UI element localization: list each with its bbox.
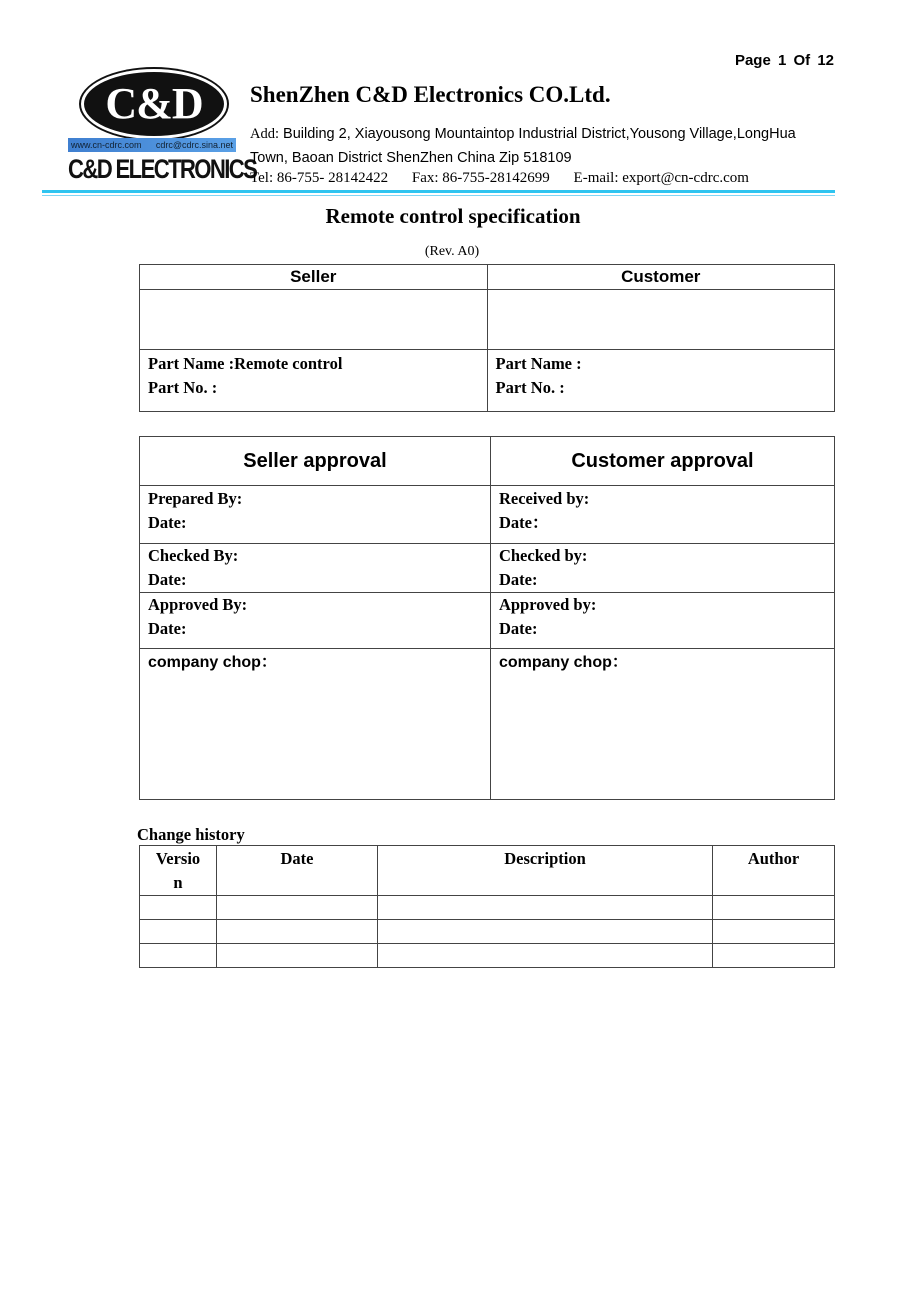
prepared-by-label: Prepared By: — [148, 489, 243, 508]
approved-by-label: Approved by: — [498, 595, 597, 614]
change-history-label: Change history — [137, 825, 245, 844]
company-name: ShenZhen C&D Electronics CO.Ltd. — [250, 82, 611, 107]
version-cell — [140, 920, 217, 944]
date-label: Date: — [148, 619, 187, 638]
date-label: Date: — [498, 619, 538, 638]
approved-by-label: Approved By: — [148, 595, 248, 614]
checked-by-label: Checked By: — [148, 546, 239, 565]
customer-checked-by-cell — [490, 544, 834, 593]
date-cell — [217, 896, 378, 920]
logo-brand-text: C&D ELECTRONICS — [68, 154, 257, 184]
version-header-line-1: Versio — [155, 849, 201, 868]
address-label: Add: — [250, 126, 279, 142]
page-indicator: Page 1 Of 12 — [734, 52, 834, 69]
company-address — [250, 122, 850, 170]
logo-contact-strip — [68, 138, 236, 152]
seller-checked-by-cell — [140, 544, 491, 593]
approval-table — [139, 436, 835, 800]
prepared-by-cell — [140, 486, 491, 544]
fax-number: Fax: 86-755-28142699 — [411, 170, 550, 186]
logo-website: www.cn-cdrc.com — [71, 140, 142, 150]
customer-part-name: Part Name : — [495, 354, 582, 373]
checked-by-label: Checked by: — [498, 546, 588, 565]
seller-approved-by-cell — [140, 593, 491, 649]
tel-number: Tel: 86-755- 28142422 — [250, 170, 389, 186]
description-cell — [378, 920, 713, 944]
date-label: Date: — [148, 570, 187, 589]
seller-header: Seller — [140, 265, 488, 290]
company-logo — [68, 70, 257, 190]
description-cell — [378, 896, 713, 920]
version-column-header — [140, 846, 217, 896]
date-column-header: Date — [217, 846, 378, 896]
logo-emblem-text: C&D — [105, 79, 203, 128]
description-cell — [378, 944, 713, 968]
logo-emblem — [84, 72, 224, 136]
parties-table — [139, 264, 835, 412]
change-history-table — [139, 845, 835, 968]
seller-approval-header: Seller approval — [140, 437, 491, 486]
author-cell — [713, 944, 835, 968]
header-divider-thin — [42, 195, 835, 196]
author-cell — [713, 920, 835, 944]
contact-line — [250, 170, 769, 187]
date-label: Date: — [148, 513, 187, 532]
revision-label: (Rev. A0) — [424, 244, 480, 259]
customer-approval-header: Customer approval — [490, 437, 834, 486]
header-divider — [42, 190, 835, 193]
table-row — [140, 920, 835, 944]
seller-company-chop: company chop： — [140, 649, 491, 800]
address-line-1: Building 2, Xiayousong Mountaintop Industrial District,Yousong Village,LongHua — [279, 126, 796, 142]
logo-email: cdrc@cdrc.sina.net — [155, 140, 233, 150]
customer-company-chop: company chop： — [490, 649, 834, 800]
document-title: Remote control specification — [325, 204, 581, 228]
version-cell — [140, 896, 217, 920]
table-row — [140, 896, 835, 920]
address-line-2: Town, Baoan District ShenZhen China Zip 518109 — [250, 150, 572, 166]
received-by-cell — [490, 486, 834, 544]
date-cell — [217, 920, 378, 944]
customer-part-cell — [487, 350, 835, 412]
email-address: E-mail: export@cn-cdrc.com — [573, 170, 749, 186]
seller-part-cell — [140, 350, 488, 412]
author-column-header: Author — [713, 846, 835, 896]
table-row — [140, 944, 835, 968]
date-cell — [217, 944, 378, 968]
author-cell — [713, 896, 835, 920]
version-header-line-2: n — [173, 873, 183, 892]
version-cell — [140, 944, 217, 968]
description-column-header: Description — [378, 846, 713, 896]
date-label: Date: — [498, 570, 538, 589]
customer-approved-by-cell — [490, 593, 834, 649]
seller-blank-cell — [140, 290, 488, 350]
customer-part-no: Part No. : — [495, 378, 565, 397]
customer-blank-cell — [487, 290, 835, 350]
seller-part-no: Part No. : — [148, 378, 218, 397]
date-label: Date： — [498, 513, 549, 532]
customer-header: Customer — [487, 265, 835, 290]
received-by-label: Received by: — [498, 489, 590, 508]
seller-part-name: Part Name :Remote control — [148, 354, 343, 373]
